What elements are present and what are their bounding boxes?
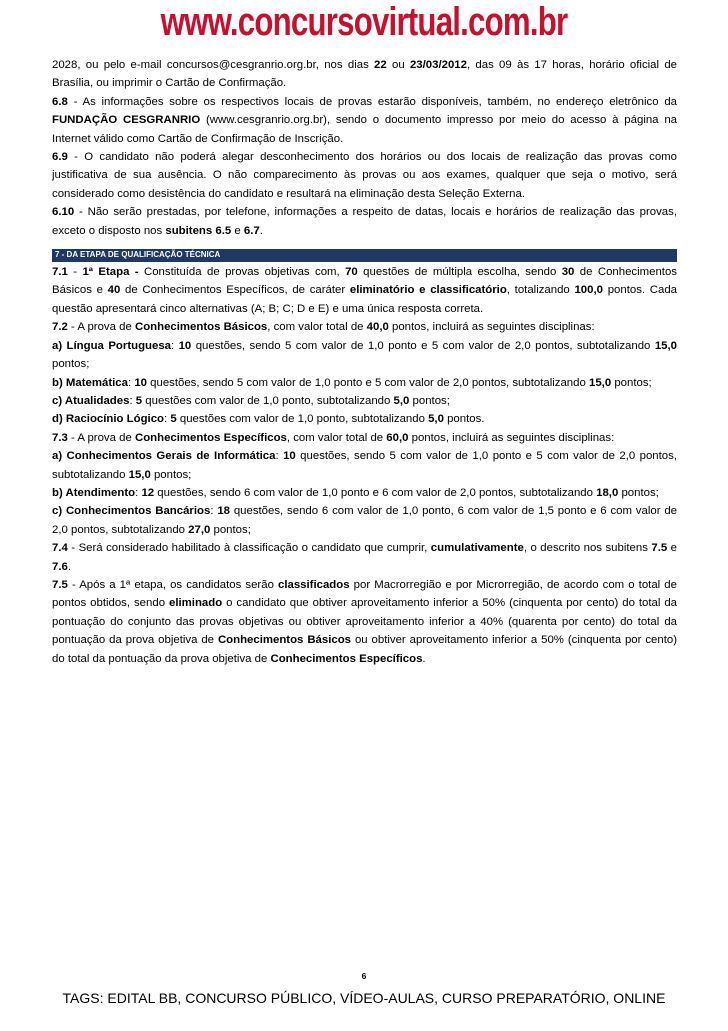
paragraph-6-8 <box>52 93 677 148</box>
bold-text: Conhecimentos Específicos <box>134 431 287 444</box>
text-run: . <box>259 224 263 237</box>
bold-text: 6.10 <box>52 206 75 219</box>
paragraph-7-5 <box>52 576 677 668</box>
bold-text: eliminado <box>168 597 223 610</box>
text-run: pontos. <box>443 413 485 426</box>
section-divider <box>52 261 677 262</box>
paragraph-7-3-b <box>52 484 677 502</box>
bold-text: c) Atualidades <box>52 394 130 407</box>
text-run: : <box>275 450 284 463</box>
bold-text: 27,0 <box>188 523 211 536</box>
bold-text: 18 <box>217 505 230 518</box>
bold-text: 6.7 <box>243 224 260 237</box>
bold-text: FUNDAÇÃO CESGRANRIO <box>52 114 201 127</box>
bold-text: 7.1 <box>52 266 68 279</box>
paragraph-7-2-c <box>52 392 677 410</box>
bold-text: 15,0 <box>128 468 151 481</box>
bold-text: 5,0 <box>393 394 410 407</box>
paragraph-7-4 <box>52 539 677 576</box>
text-run: , com valor total de <box>267 321 367 334</box>
bold-text: cumulativamente <box>430 542 524 555</box>
bold-text: 10 <box>134 376 147 389</box>
text-run: - Após a 1ª etapa, os candidatos serão <box>67 578 278 591</box>
text-run: : <box>129 394 136 407</box>
text-run: e <box>231 224 244 237</box>
bold-text: Conhecimentos Específicos <box>270 652 423 665</box>
text-run: : <box>127 376 135 389</box>
text-run: pontos, incluirá as seguintes disciplinas: <box>388 321 595 334</box>
footer-tags: TAGS: EDITAL BB, CONCURSO PÚBLICO, VÍDEO-AULAS, CURSO PREPARATÓRIO, ONLINE <box>62 990 666 1006</box>
text-run: , das 09 às 17 horas, horário oficial de Brasília, ou imprimir o Cartão de Confirmação. <box>52 59 677 90</box>
bold-text: 6.8 <box>52 95 68 108</box>
text-run: pontos; <box>618 486 659 499</box>
text-run: - A prova de <box>67 321 135 334</box>
text-run: questões, sendo 6 com valor de 1,0 ponto, 6 com valor de 1,5 ponto e 6 com valor de 2,0 pontos, subtotalizando <box>52 505 677 536</box>
bold-text: b) Atendimento <box>52 486 136 499</box>
text-run: pontos; <box>611 376 652 389</box>
text-run: questões, sendo 5 com valor de 1,0 ponto e 5 com valor de 2,0 pontos, subtotalizando <box>146 376 589 389</box>
bold-text: 30 <box>561 266 575 279</box>
paragraph-7-1 <box>52 263 677 318</box>
bold-text: 100,0 <box>574 284 603 297</box>
bold-text: 40 <box>107 284 121 297</box>
text-run: : <box>135 486 142 499</box>
bold-text: a) Conhecimentos Gerais de Informática <box>52 450 276 463</box>
text-run: , com valor total de <box>286 431 387 444</box>
text-run: ou <box>386 59 410 71</box>
bold-text: classificados <box>278 578 350 591</box>
paragraph-7-2-d <box>52 410 677 428</box>
paragraph-6-9 <box>52 148 677 203</box>
text-run: - As informações sobre os respectivos locais de provas estarão disponíveis, também, no endereço eletrônico da <box>67 95 677 108</box>
text-run: (www.cesgranrio.org.br), sendo o documento impresso por meio do acesso à página na Internet válido como Cartão de Confirmação de Inscrição. <box>52 114 677 145</box>
bold-text: 18,0 <box>596 486 619 499</box>
text-run: e <box>667 542 678 555</box>
bold-text: Conhecimentos Básicos <box>134 321 268 334</box>
bold-text: 7.2 <box>52 321 68 334</box>
text-run: questões, sendo 5 com valor de 1,0 ponto e 5 com valor de 2,0 pontos, subtotalizando <box>52 450 677 481</box>
bold-text: 15,0 <box>588 376 612 389</box>
bold-text: 7.4 <box>52 542 68 555</box>
text-run: pontos; <box>52 358 90 371</box>
text-run: por Macrorregião e por Microrregião, de acordo com o total de pontos obtidos, sendo <box>52 578 677 610</box>
text-run: , o descrito nos subitens <box>523 542 652 555</box>
text-run: pontos; <box>409 394 450 407</box>
bold-text: 12 <box>141 486 155 499</box>
section-heading-7: 7 - DA ETAPA DE QUALIFICAÇÃO TÉCNICA <box>52 249 677 261</box>
text-run: questões de múltipla escolha, sendo <box>357 266 562 279</box>
bold-text: 1ª Etapa - <box>82 266 139 279</box>
section-7-body <box>52 263 677 668</box>
text-run: o candidato que obtiver aproveitamento inferior a 50% (cinquenta por cento) do total da pontuação do conjunto das provas objetivas ou obtiver aproveitamento inferior a 40% (quarenta por cento) do total da pontuação da prova objetiva de <box>52 597 678 647</box>
text-run: de Conhecimentos Básicos e <box>52 266 677 297</box>
text-run: - <box>67 266 83 279</box>
bold-text: eliminatório e classificatório <box>349 284 507 297</box>
text-run: , totalizando <box>506 284 575 297</box>
bold-text: b) Matemática <box>52 376 128 389</box>
paragraph-7-3-c <box>52 502 677 539</box>
text-run: questões com valor de 1,0 ponto, subtotalizando <box>142 394 394 407</box>
bold-text: 40,0 <box>366 321 389 334</box>
text-run: - A prova de <box>67 431 135 444</box>
paragraph-7-3-a <box>52 447 677 484</box>
text-run: pontos. Cada questão apresentará cinco alternativas (A; B; C; D e E) e uma única resposta correta. <box>52 284 677 315</box>
bold-text: 70 <box>345 266 358 279</box>
bold-text: 22 <box>374 59 387 71</box>
paragraph-cont <box>52 56 677 93</box>
watermark-url: www.concursovirtual.com.br <box>160 0 568 44</box>
bold-text: 5,0 <box>428 413 444 426</box>
bold-text: 10 <box>178 339 192 352</box>
bold-text: 6.9 <box>52 151 68 164</box>
bold-text: 23/03/2012 <box>409 59 467 71</box>
text-run: Constituída de provas objetivas com, <box>138 266 346 279</box>
text-run: pontos; <box>210 523 251 536</box>
page-number: 6 <box>361 971 367 981</box>
bold-text: Conhecimentos Básicos <box>217 634 352 647</box>
paragraph-7-3 <box>52 429 677 447</box>
text-run: . <box>422 652 426 665</box>
bold-text: c) Conhecimentos Bancários <box>52 505 211 518</box>
text-run: - Será considerado habilitado à classificação o candidato que cumprir, <box>67 542 431 555</box>
bold-text: 15,0 <box>654 339 677 352</box>
bold-text: 60,0 <box>386 431 409 444</box>
bold-text: subitens 6.5 <box>165 224 232 237</box>
text-run: : <box>170 339 179 352</box>
bold-text: 10 <box>283 450 296 463</box>
section-6-continuation <box>52 56 677 240</box>
paragraph-6-10 <box>52 203 677 240</box>
document-body <box>52 56 677 668</box>
bold-text: 7.5 <box>651 542 668 555</box>
bold-text: a) Língua Portuguesa <box>52 339 171 352</box>
bold-text: 5 <box>135 394 143 407</box>
paragraph-7-2 <box>52 318 677 336</box>
bold-text: d) Raciocínio Lógico <box>52 413 165 426</box>
bold-text: 7.6 <box>52 560 68 573</box>
bold-text: 7.3 <box>52 431 68 444</box>
text-run: pontos, incluirá as seguintes disciplinas: <box>408 431 615 444</box>
text-run: ou obtiver aproveitamento inferior a 50% (cinquenta por cento) do total da pontuação da prova objetiva de <box>52 634 678 665</box>
bold-text: 7.5 <box>52 578 68 591</box>
text-run: : <box>210 505 218 518</box>
text-run: - O candidato não poderá alegar desconhecimento dos horários ou dos locais de realização das provas como justificativa de sua ausência. O não comparecimento às provas ou aos exames, qualquer que seja o motivo, será considerado como desistência do candidato e resultará na eliminação desta Seleção Externa. <box>52 151 677 200</box>
text-run: questões, sendo 6 com valor de 1,0 ponto e 6 com valor de 2,0 pontos, subtotalizando <box>154 486 597 499</box>
paragraph-7-2-a <box>52 337 677 374</box>
text-run: : <box>164 413 171 426</box>
text-run: pontos; <box>150 468 192 481</box>
text-run: . <box>67 560 72 573</box>
text-run: 2028, ou pelo e-mail concursos@cesgranrio.org.br, nos dias <box>52 59 375 71</box>
text-run: questões com valor de 1,0 ponto, subtotalizando <box>176 413 429 426</box>
bold-text: 5 <box>170 413 177 426</box>
text-run: de Conhecimentos Específicos, de caráter <box>120 284 350 297</box>
paragraph-7-2-b <box>52 374 677 392</box>
text-run: questões, sendo 5 com valor de 1,0 ponto e 5 com valor de 2,0 pontos, subtotalizando <box>191 339 655 352</box>
text-run: - Não serão prestadas, por telefone, informações a respeito de datas, locais e horários de realização das provas, exceto o disposto nos <box>52 206 677 237</box>
